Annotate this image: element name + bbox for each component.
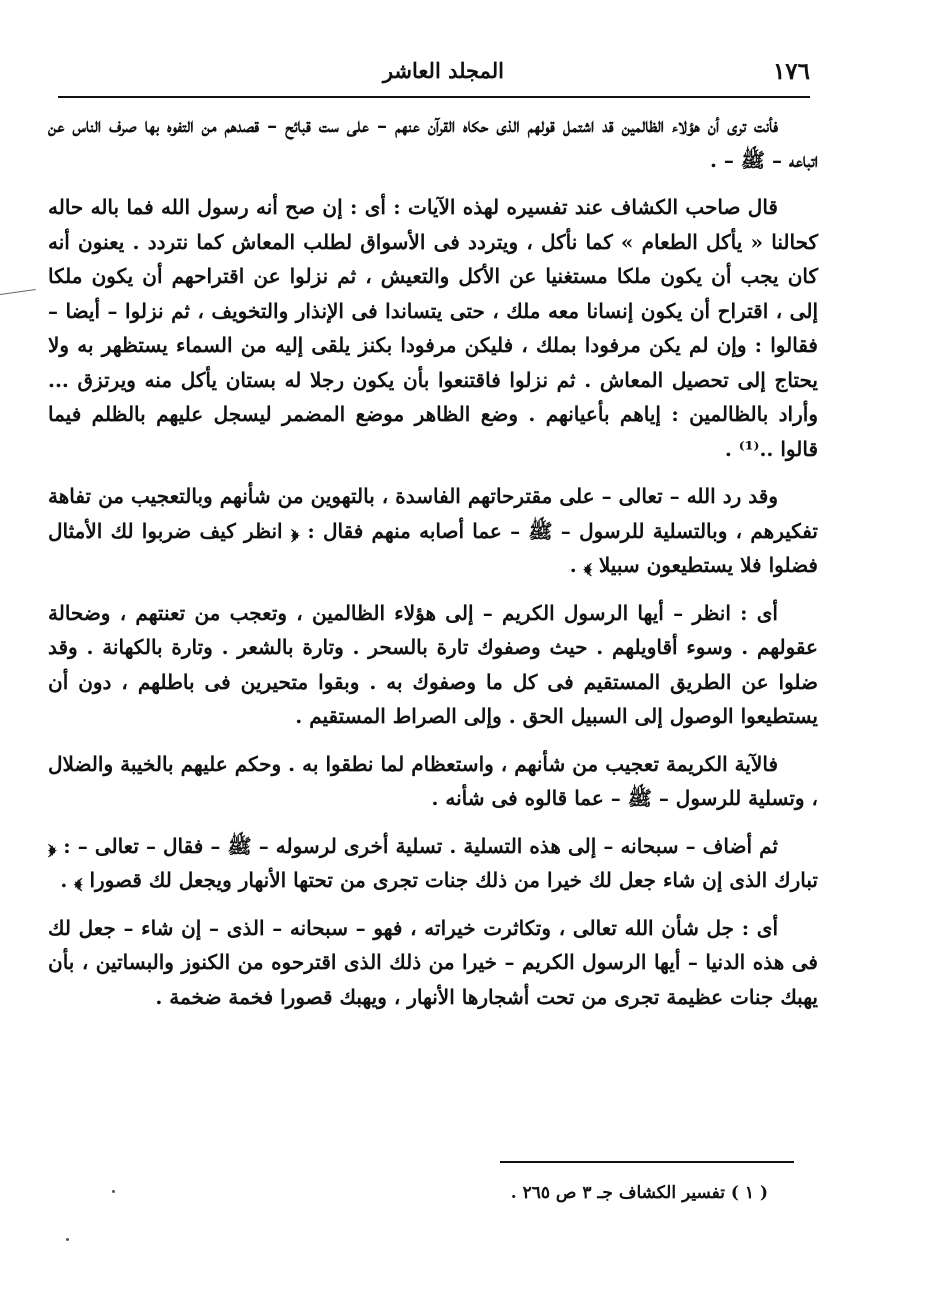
paragraph: وقد رد الله – تعالى – على مقترحاتهم الفاسدة ، بالتهوين من شأنهم وبالتعجيب من تفاهة تفكيرهم ، وبالتسلية للرسول – ﷺ – عما أصابه منهم فقال : ﴿ انظر كيف ضربوا لك الأمثال فضلوا فلا يستطيعون سبيلا ﴾ . bbox=[48, 484, 818, 577]
paragraph: أى : انظر – أيها الرسول الكريم – إلى هؤلاء الظالمين ، وتعجب من تعنتهم ، وضحالة عقولهم . وسوء أقاويلهم . حيث وصفوك تارة بالسحر . وتارة بالشعر . وتارة بالكهانة . وقد ضلوا عن الطريق المستقيم فى كل ما وصفوك به . وبقوا متحيرين فى باطلهم ، دون أن يستطيعوا الوصول إلى السبيل الحق . وإلى الصراط المستقيم . bbox=[48, 600, 818, 728]
paragraph: فأنت ترى أن هؤلاء الظالمين قد اشتمل قولهم الذى حكاه القرآن عنهم – على ست قبائح – قصدهم من التفوه بها صرف الناس عن اتباعه – ﷺ – . bbox=[48, 113, 818, 172]
footnote-rule bbox=[500, 1161, 794, 1163]
paragraph: ثم أضاف – سبحانه – إلى هذه التسلية . تسلية أخرى لرسوله – ﷺ – فقال – تعالى – : ﴿ تبارك الذى إن شاء جعل لك خيرا من ذلك جنات تجرى من تحتها الأنهار ويجعل لك قصورا ﴾ . bbox=[48, 833, 818, 892]
footnote: ( ١ ) تفسير الكشاف جـ ٣ ص ٢٦٥ . bbox=[510, 1183, 768, 1203]
page-header bbox=[58, 56, 810, 92]
margin-pencil-mark bbox=[0, 289, 36, 295]
page-speck bbox=[112, 1190, 115, 1193]
header-rule bbox=[58, 96, 810, 98]
body-text bbox=[48, 108, 818, 1027]
paragraph: أى : جل شأن الله تعالى ، وتكاثرت خيراته ، فهو – سبحانه – الذى – إن شاء – جعل لك فى هذه الدنيا – أيها الرسول الكريم – خيرا من ذلك الذى اقترحوه من الكنوز والبساتين ، بأن يهبك جنات عظيمة تجرى من تحت أشجارها الأنهار ، ويهبك قصورا فخمة ضخمة . bbox=[48, 915, 818, 1009]
paragraph: فالآية الكريمة تعجيب من شأنهم ، واستعظام لما نطقوا به . وحكم عليهم بالخيبة والضلال ، وتسلية للرسول – ﷺ – عما قالوه فى شأنه . bbox=[48, 751, 818, 810]
page-number: ١٧٦ bbox=[772, 58, 810, 85]
page-speck bbox=[66, 1238, 69, 1241]
running-title: المجلد العاشر bbox=[382, 58, 504, 83]
paragraph: قال صاحب الكشاف عند تفسيره لهذه الآيات : أى : إن صح أنه رسول الله فما باله حاله كحالنا « يأكل الطعام » كما نأكل ، ويتردد فى الأسواق لطلب المعاش كما نتردد . يعنون أنه كان يجب أن يكون ملكا مستغنيا عن الأكل والتعيش ، ثم نزلوا عن اقتراحهم أن يكون ملكا إلى ، اقتراح أن يكون إنسانا معه ملك ، حتى يتساندا فى الإنذار والتخويف ، ثم نزلوا – أيضا – فقالوا : وإن لم يكن مرفودا بملك ، فليكن مرفودا بكنز يلقى إليه من السماء يستظهر به ولا يحتاج إلى تحصيل المعاش . ثم نزلوا فاقتنعوا بأن يكون رجلا له بستان يأكل منه ويرتزق ... وأراد بالظالمين : إياهم بأعيانهم . وضع الظاهر موضع المضمر ليسجل عليهم بالظلم فيما قالوا ..⁽¹⁾ . bbox=[48, 195, 819, 461]
